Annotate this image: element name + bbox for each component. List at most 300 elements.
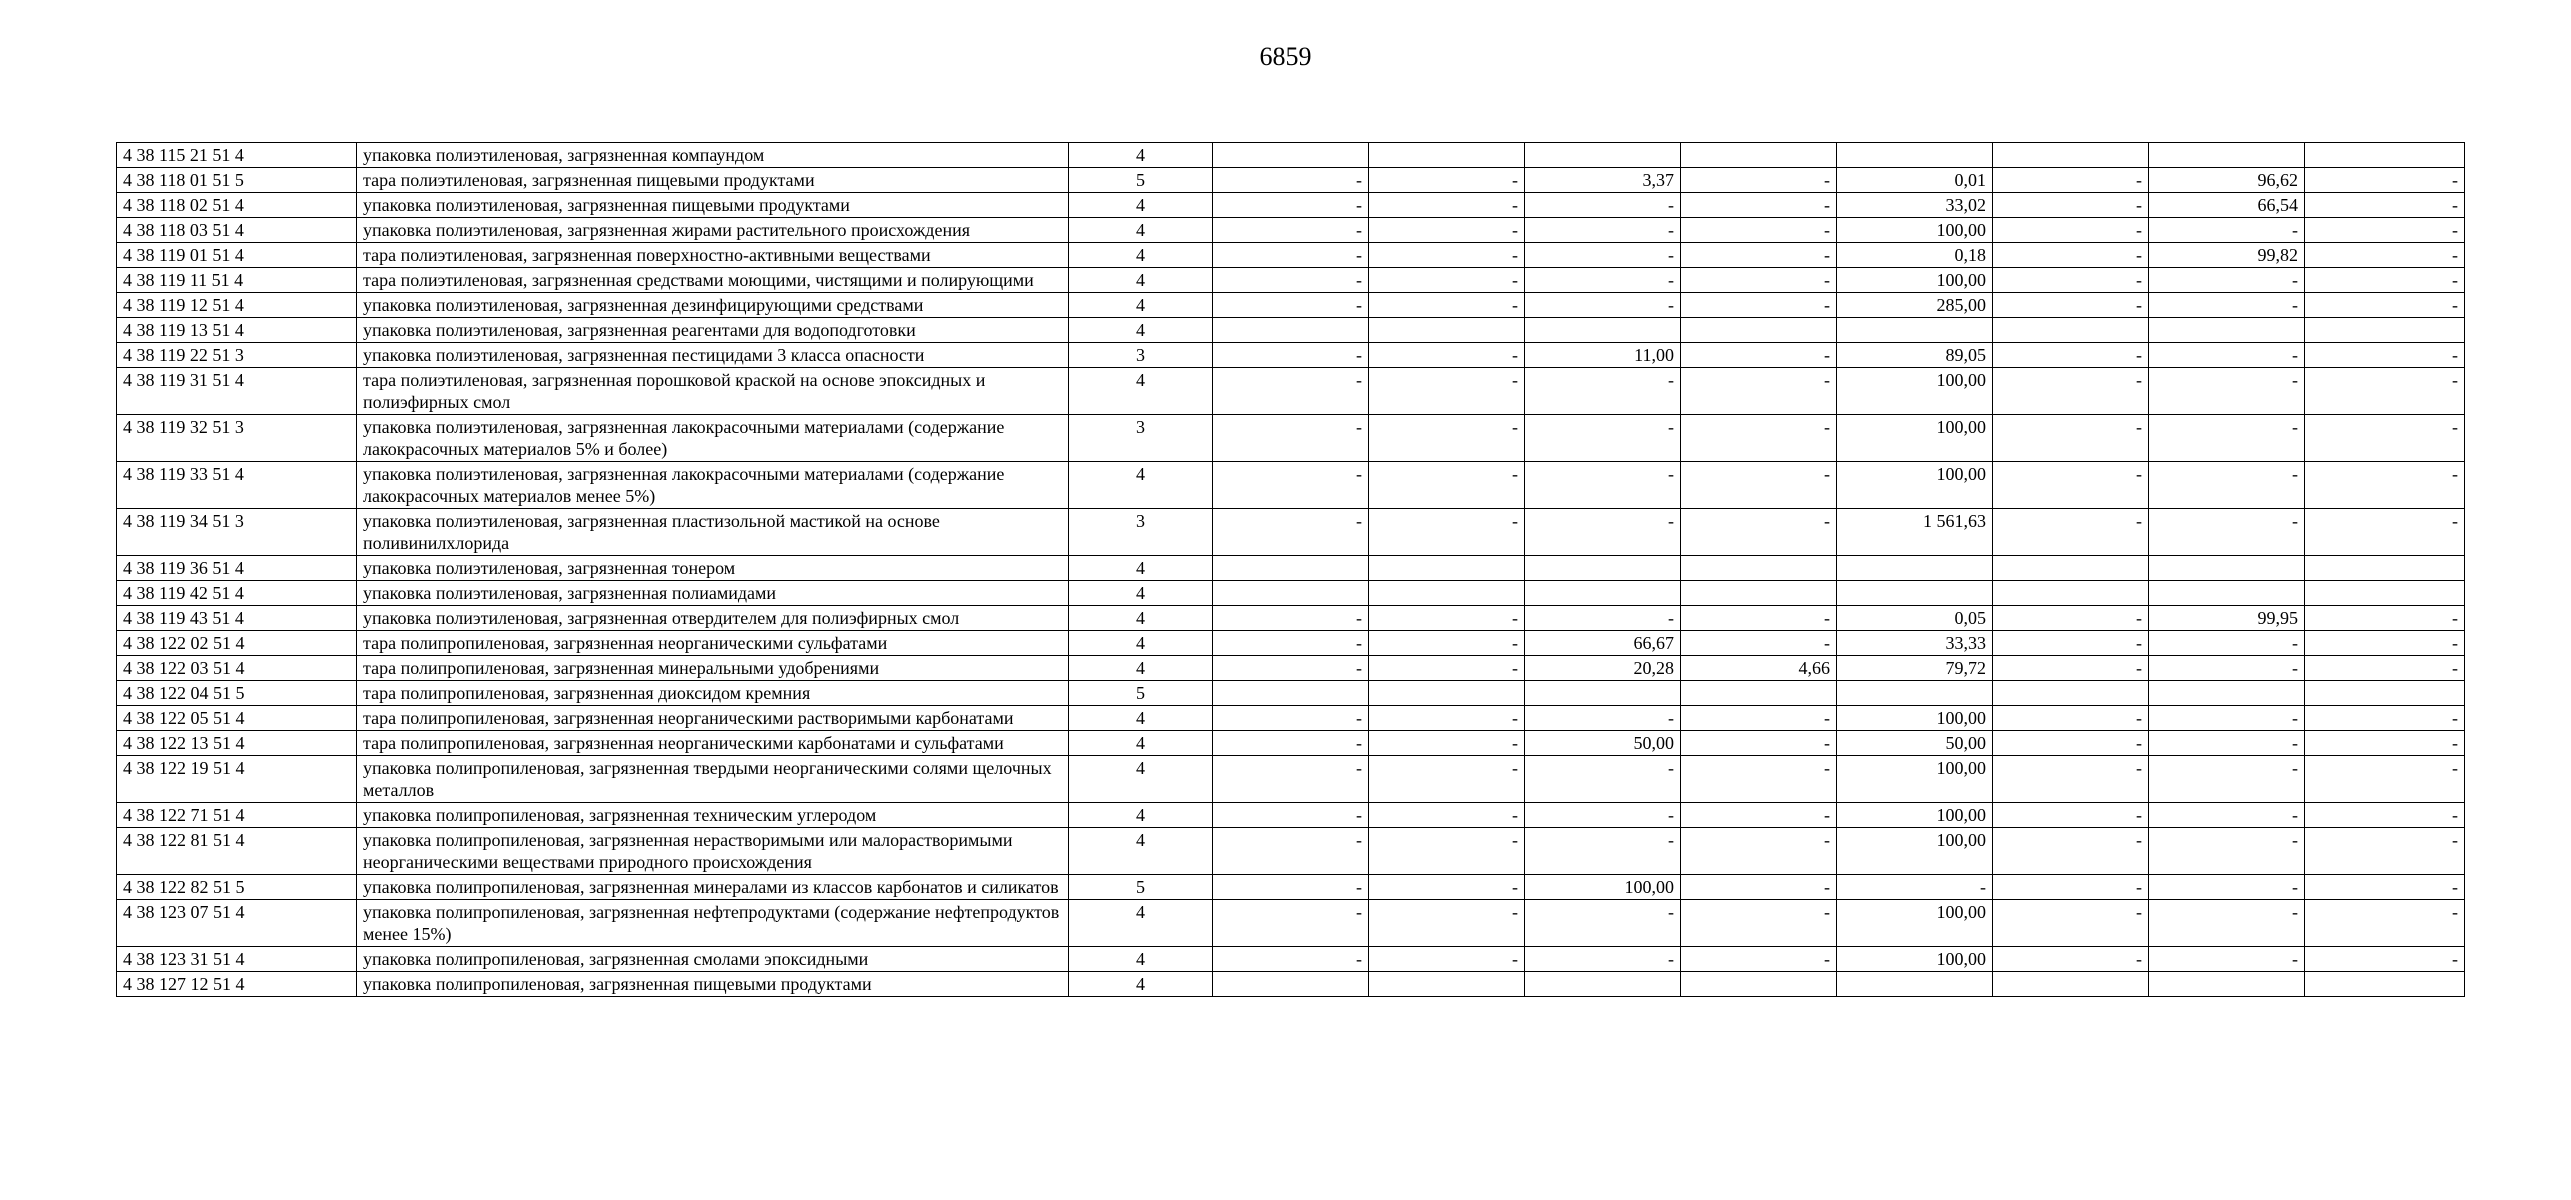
waste-name-cell: упаковка полипропиленовая, загрязненная нефтепродуктами (содержание нефтепродуктов менее 15%) <box>357 900 1069 947</box>
value-cell: - <box>2149 631 2305 656</box>
value-cell: - <box>1369 268 1525 293</box>
value-cell: 100,00 <box>1837 706 1993 731</box>
value-cell: 20,28 <box>1525 656 1681 681</box>
value-cell: - <box>1369 293 1525 318</box>
value-cell: 100,00 <box>1837 947 1993 972</box>
table-row <box>117 509 2465 556</box>
value-cell <box>1213 143 1369 168</box>
hazard-class-cell: 4 <box>1069 218 1213 243</box>
waste-code-cell: 4 38 122 04 51 5 <box>117 681 357 706</box>
value-cell: - <box>2305 268 2465 293</box>
waste-name-cell: упаковка полипропиленовая, загрязненная смолами эпоксидными <box>357 947 1069 972</box>
value-cell <box>1837 681 1993 706</box>
value-cell <box>2149 556 2305 581</box>
value-cell: - <box>1369 462 1525 509</box>
value-cell <box>1213 581 1369 606</box>
value-cell: - <box>2305 368 2465 415</box>
waste-code-cell: 4 38 122 82 51 5 <box>117 875 357 900</box>
hazard-class-cell: 4 <box>1069 631 1213 656</box>
table-row <box>117 556 2465 581</box>
value-cell: - <box>2305 243 2465 268</box>
table-row <box>117 343 2465 368</box>
value-cell: - <box>1525 293 1681 318</box>
value-cell: - <box>1213 706 1369 731</box>
value-cell: - <box>1213 368 1369 415</box>
value-cell: 66,67 <box>1525 631 1681 656</box>
value-cell: - <box>1369 343 1525 368</box>
waste-code-cell: 4 38 122 81 51 4 <box>117 828 357 875</box>
value-cell: - <box>1213 168 1369 193</box>
value-cell: - <box>1681 368 1837 415</box>
value-cell: - <box>1993 875 2149 900</box>
hazard-class-cell: 4 <box>1069 606 1213 631</box>
value-cell: 89,05 <box>1837 343 1993 368</box>
waste-code-cell: 4 38 119 32 51 3 <box>117 415 357 462</box>
value-cell: 100,00 <box>1837 900 1993 947</box>
value-cell: - <box>1681 343 1837 368</box>
value-cell <box>2149 143 2305 168</box>
value-cell <box>1525 681 1681 706</box>
hazard-class-cell: 4 <box>1069 368 1213 415</box>
value-cell: - <box>2149 706 2305 731</box>
waste-name-cell: тара полиэтиленовая, загрязненная пищевыми продуктами <box>357 168 1069 193</box>
value-cell <box>1993 318 2149 343</box>
value-cell: - <box>1369 243 1525 268</box>
value-cell: - <box>2305 900 2465 947</box>
value-cell: - <box>1993 243 2149 268</box>
value-cell: - <box>1525 368 1681 415</box>
hazard-class-cell: 4 <box>1069 268 1213 293</box>
value-cell: 4,66 <box>1681 656 1837 681</box>
value-cell: - <box>1525 803 1681 828</box>
value-cell <box>2149 581 2305 606</box>
value-cell: 100,00 <box>1837 803 1993 828</box>
value-cell: - <box>2149 900 2305 947</box>
hazard-class-cell: 4 <box>1069 828 1213 875</box>
waste-code-cell: 4 38 118 02 51 4 <box>117 193 357 218</box>
value-cell: - <box>2149 268 2305 293</box>
table-row <box>117 462 2465 509</box>
value-cell: - <box>1993 731 2149 756</box>
value-cell: - <box>2305 828 2465 875</box>
value-cell: - <box>2305 606 2465 631</box>
value-cell: - <box>2305 731 2465 756</box>
value-cell: - <box>2149 462 2305 509</box>
value-cell <box>1681 972 1837 997</box>
value-cell <box>1993 556 2149 581</box>
waste-name-cell: упаковка полиэтиленовая, загрязненная жирами растительного происхождения <box>357 218 1069 243</box>
waste-name-cell: упаковка полиэтиленовая, загрязненная пищевыми продуктами <box>357 193 1069 218</box>
hazard-class-cell: 3 <box>1069 343 1213 368</box>
value-cell: - <box>1369 947 1525 972</box>
waste-table <box>116 142 2465 997</box>
value-cell: - <box>1369 606 1525 631</box>
value-cell: - <box>2149 343 2305 368</box>
table-row <box>117 631 2465 656</box>
waste-name-cell: тара полиэтиленовая, загрязненная порошковой краской на основе эпоксидных и полиэфирных смол <box>357 368 1069 415</box>
table-row <box>117 218 2465 243</box>
value-cell <box>1837 556 1993 581</box>
value-cell <box>1993 972 2149 997</box>
value-cell: - <box>1525 218 1681 243</box>
table-row <box>117 293 2465 318</box>
value-cell <box>1837 143 1993 168</box>
waste-code-cell: 4 38 119 33 51 4 <box>117 462 357 509</box>
value-cell <box>2149 681 2305 706</box>
value-cell <box>1525 318 1681 343</box>
table-row <box>117 268 2465 293</box>
value-cell: - <box>1213 631 1369 656</box>
value-cell: - <box>1213 509 1369 556</box>
hazard-class-cell: 5 <box>1069 168 1213 193</box>
value-cell: - <box>2149 803 2305 828</box>
value-cell: - <box>1213 947 1369 972</box>
value-cell: - <box>1993 509 2149 556</box>
waste-name-cell: упаковка полиэтиленовая, загрязненная лакокрасочными материалами (содержание лакокрасочных материалов менее 5%) <box>357 462 1069 509</box>
value-cell <box>1369 681 1525 706</box>
value-cell: - <box>1993 656 2149 681</box>
value-cell: - <box>2149 368 2305 415</box>
value-cell: - <box>1369 509 1525 556</box>
value-cell <box>1213 318 1369 343</box>
value-cell: - <box>1525 606 1681 631</box>
value-cell: - <box>1369 368 1525 415</box>
value-cell: 96,62 <box>2149 168 2305 193</box>
value-cell: - <box>1213 293 1369 318</box>
waste-code-cell: 4 38 119 01 51 4 <box>117 243 357 268</box>
value-cell <box>1525 972 1681 997</box>
value-cell: - <box>1213 803 1369 828</box>
value-cell: - <box>1681 756 1837 803</box>
waste-code-cell: 4 38 119 43 51 4 <box>117 606 357 631</box>
hazard-class-cell: 4 <box>1069 947 1213 972</box>
value-cell: 50,00 <box>1525 731 1681 756</box>
value-cell: - <box>1681 168 1837 193</box>
value-cell <box>2305 972 2465 997</box>
value-cell: - <box>1213 343 1369 368</box>
value-cell: 79,72 <box>1837 656 1993 681</box>
value-cell: - <box>1993 193 2149 218</box>
value-cell: - <box>1993 343 2149 368</box>
value-cell: - <box>1993 606 2149 631</box>
value-cell: - <box>1993 218 2149 243</box>
value-cell <box>2149 972 2305 997</box>
value-cell: - <box>1681 415 1837 462</box>
value-cell <box>2305 681 2465 706</box>
waste-name-cell: упаковка полиэтиленовая, загрязненная пластизольной мастикой на основе поливинилхлорида <box>357 509 1069 556</box>
waste-name-cell: упаковка полиэтиленовая, загрязненная дезинфицирующими средствами <box>357 293 1069 318</box>
table-row <box>117 731 2465 756</box>
waste-code-cell: 4 38 123 31 51 4 <box>117 947 357 972</box>
value-cell: - <box>2305 803 2465 828</box>
hazard-class-cell: 3 <box>1069 509 1213 556</box>
value-cell: - <box>1681 731 1837 756</box>
waste-code-cell: 4 38 122 13 51 4 <box>117 731 357 756</box>
value-cell: - <box>1213 875 1369 900</box>
value-cell: - <box>1369 900 1525 947</box>
value-cell <box>1681 318 1837 343</box>
value-cell: - <box>1993 415 2149 462</box>
waste-code-cell: 4 38 118 01 51 5 <box>117 168 357 193</box>
table-row <box>117 681 2465 706</box>
value-cell: - <box>1681 193 1837 218</box>
waste-name-cell: упаковка полипропиленовая, загрязненная пищевыми продуктами <box>357 972 1069 997</box>
table-row <box>117 706 2465 731</box>
hazard-class-cell: 4 <box>1069 143 1213 168</box>
table-row <box>117 606 2465 631</box>
waste-name-cell: тара полипропиленовая, загрязненная диоксидом кремния <box>357 681 1069 706</box>
value-cell: - <box>2149 731 2305 756</box>
waste-name-cell: тара полипропиленовая, загрязненная неорганическими сульфатами <box>357 631 1069 656</box>
value-cell: - <box>1993 293 2149 318</box>
waste-name-cell: упаковка полиэтиленовая, загрязненная пестицидами 3 класса опасности <box>357 343 1069 368</box>
value-cell: - <box>1525 243 1681 268</box>
table-row <box>117 581 2465 606</box>
value-cell <box>1837 972 1993 997</box>
value-cell: 100,00 <box>1837 368 1993 415</box>
value-cell: - <box>2149 656 2305 681</box>
value-cell: 11,00 <box>1525 343 1681 368</box>
waste-code-cell: 4 38 119 13 51 4 <box>117 318 357 343</box>
value-cell: - <box>1993 756 2149 803</box>
value-cell: - <box>1213 243 1369 268</box>
value-cell: - <box>1993 462 2149 509</box>
hazard-class-cell: 4 <box>1069 731 1213 756</box>
table-row <box>117 318 2465 343</box>
table-row <box>117 415 2465 462</box>
value-cell: - <box>2149 828 2305 875</box>
value-cell: - <box>2305 343 2465 368</box>
value-cell: - <box>1525 268 1681 293</box>
hazard-class-cell: 4 <box>1069 556 1213 581</box>
hazard-class-cell: 4 <box>1069 581 1213 606</box>
hazard-class-cell: 4 <box>1069 706 1213 731</box>
value-cell: - <box>1681 631 1837 656</box>
value-cell: - <box>1681 243 1837 268</box>
table-row <box>117 803 2465 828</box>
value-cell: - <box>1993 268 2149 293</box>
value-cell: - <box>1369 218 1525 243</box>
waste-name-cell: упаковка полиэтиленовая, загрязненная отвердителем для полиэфирных смол <box>357 606 1069 631</box>
value-cell <box>1681 143 1837 168</box>
value-cell <box>1993 681 2149 706</box>
waste-name-cell: тара полипропиленовая, загрязненная неорганическими карбонатами и сульфатами <box>357 731 1069 756</box>
value-cell: - <box>1993 803 2149 828</box>
value-cell: - <box>1369 828 1525 875</box>
value-cell: - <box>2305 631 2465 656</box>
value-cell: 100,00 <box>1837 828 1993 875</box>
value-cell: - <box>1681 875 1837 900</box>
value-cell <box>1525 143 1681 168</box>
value-cell: 0,01 <box>1837 168 1993 193</box>
value-cell: - <box>1525 193 1681 218</box>
table-row <box>117 243 2465 268</box>
value-cell: - <box>1369 631 1525 656</box>
value-cell: 0,05 <box>1837 606 1993 631</box>
value-cell: - <box>1681 268 1837 293</box>
value-cell <box>2305 318 2465 343</box>
waste-name-cell: тара полипропиленовая, загрязненная неорганическими растворимыми карбонатами <box>357 706 1069 731</box>
value-cell: - <box>2149 218 2305 243</box>
value-cell <box>1213 556 1369 581</box>
value-cell: 100,00 <box>1837 415 1993 462</box>
table-row <box>117 143 2465 168</box>
value-cell: - <box>1213 731 1369 756</box>
value-cell: - <box>2305 875 2465 900</box>
value-cell: - <box>2305 656 2465 681</box>
hazard-class-cell: 4 <box>1069 193 1213 218</box>
value-cell: - <box>1213 218 1369 243</box>
value-cell: - <box>1369 168 1525 193</box>
value-cell <box>1369 143 1525 168</box>
value-cell: - <box>1837 875 1993 900</box>
value-cell <box>1681 581 1837 606</box>
waste-code-cell: 4 38 119 34 51 3 <box>117 509 357 556</box>
table-row <box>117 875 2465 900</box>
value-cell: - <box>1993 706 2149 731</box>
value-cell <box>2305 556 2465 581</box>
value-cell: 3,37 <box>1525 168 1681 193</box>
page-number: 6859 <box>1259 42 1312 71</box>
value-cell: - <box>1213 606 1369 631</box>
value-cell: - <box>1369 193 1525 218</box>
waste-code-cell: 4 38 122 02 51 4 <box>117 631 357 656</box>
table-row <box>117 947 2465 972</box>
value-cell: - <box>2305 293 2465 318</box>
value-cell: - <box>1681 947 1837 972</box>
value-cell: - <box>1993 947 2149 972</box>
value-cell <box>1213 972 1369 997</box>
table-row <box>117 193 2465 218</box>
waste-name-cell: упаковка полиэтиленовая, загрязненная лакокрасочными материалами (содержание лакокрасочных материалов 5% и более) <box>357 415 1069 462</box>
value-cell: - <box>2305 756 2465 803</box>
waste-name-cell: упаковка полипропиленовая, загрязненная нерастворимыми или малорастворимыми неорганическими веществами природного происхождения <box>357 828 1069 875</box>
waste-name-cell: тара полиэтиленовая, загрязненная поверхностно-активными веществами <box>357 243 1069 268</box>
value-cell: - <box>1681 606 1837 631</box>
value-cell: - <box>1681 462 1837 509</box>
value-cell: - <box>1681 706 1837 731</box>
value-cell: - <box>1369 875 1525 900</box>
hazard-class-cell: 4 <box>1069 656 1213 681</box>
value-cell <box>1213 681 1369 706</box>
hazard-class-cell: 4 <box>1069 243 1213 268</box>
table-row <box>117 368 2465 415</box>
value-cell: - <box>1369 706 1525 731</box>
value-cell: - <box>1993 828 2149 875</box>
value-cell <box>1525 556 1681 581</box>
waste-code-cell: 4 38 119 22 51 3 <box>117 343 357 368</box>
value-cell: - <box>1681 803 1837 828</box>
value-cell: - <box>2305 947 2465 972</box>
value-cell: - <box>2149 947 2305 972</box>
value-cell: 50,00 <box>1837 731 1993 756</box>
table-row <box>117 756 2465 803</box>
value-cell: - <box>2305 509 2465 556</box>
hazard-class-cell: 5 <box>1069 875 1213 900</box>
value-cell: - <box>1681 828 1837 875</box>
value-cell: - <box>2149 756 2305 803</box>
waste-code-cell: 4 38 119 42 51 4 <box>117 581 357 606</box>
waste-code-cell: 4 38 119 12 51 4 <box>117 293 357 318</box>
value-cell: - <box>1213 900 1369 947</box>
waste-code-cell: 4 38 119 36 51 4 <box>117 556 357 581</box>
waste-name-cell: упаковка полипропиленовая, загрязненная минералами из классов карбонатов и силикатов <box>357 875 1069 900</box>
value-cell: - <box>1525 509 1681 556</box>
value-cell <box>1525 581 1681 606</box>
value-cell: - <box>1525 900 1681 947</box>
waste-code-cell: 4 38 119 11 51 4 <box>117 268 357 293</box>
hazard-class-cell: 4 <box>1069 803 1213 828</box>
waste-code-cell: 4 38 122 05 51 4 <box>117 706 357 731</box>
hazard-class-cell: 4 <box>1069 318 1213 343</box>
value-cell: - <box>2305 193 2465 218</box>
table-row <box>117 900 2465 947</box>
value-cell: 66,54 <box>2149 193 2305 218</box>
table-row <box>117 656 2465 681</box>
hazard-class-cell: 3 <box>1069 415 1213 462</box>
value-cell: - <box>2305 218 2465 243</box>
value-cell: - <box>1525 756 1681 803</box>
waste-code-cell: 4 38 115 21 51 4 <box>117 143 357 168</box>
value-cell: - <box>2149 509 2305 556</box>
value-cell <box>1837 318 1993 343</box>
value-cell: 100,00 <box>1837 756 1993 803</box>
value-cell: - <box>1525 462 1681 509</box>
value-cell: - <box>1369 731 1525 756</box>
value-cell: - <box>1525 828 1681 875</box>
value-cell: 0,18 <box>1837 243 1993 268</box>
value-cell: 100,00 <box>1837 218 1993 243</box>
value-cell: 100,00 <box>1837 462 1993 509</box>
value-cell <box>2149 318 2305 343</box>
value-cell: - <box>1213 415 1369 462</box>
waste-name-cell: упаковка полиэтиленовая, загрязненная тонером <box>357 556 1069 581</box>
waste-code-cell: 4 38 118 03 51 4 <box>117 218 357 243</box>
value-cell: - <box>1525 415 1681 462</box>
value-cell: - <box>2305 168 2465 193</box>
hazard-class-cell: 4 <box>1069 972 1213 997</box>
value-cell: - <box>2305 462 2465 509</box>
hazard-class-cell: 4 <box>1069 293 1213 318</box>
waste-name-cell: упаковка полиэтиленовая, загрязненная полиамидами <box>357 581 1069 606</box>
waste-name-cell: упаковка полипропиленовая, загрязненная твердыми неорганическими солями щелочных металлов <box>357 756 1069 803</box>
value-cell: - <box>1213 268 1369 293</box>
table-row <box>117 168 2465 193</box>
value-cell: - <box>1213 756 1369 803</box>
waste-code-cell: 4 38 122 03 51 4 <box>117 656 357 681</box>
table-row <box>117 828 2465 875</box>
value-cell: - <box>1213 828 1369 875</box>
value-cell: - <box>1369 803 1525 828</box>
value-cell: - <box>1681 900 1837 947</box>
value-cell: - <box>1681 509 1837 556</box>
hazard-class-cell: 5 <box>1069 681 1213 706</box>
value-cell: - <box>1993 631 2149 656</box>
value-cell: - <box>1681 218 1837 243</box>
waste-name-cell: упаковка полиэтиленовая, загрязненная реагентами для водоподготовки <box>357 318 1069 343</box>
hazard-class-cell: 4 <box>1069 756 1213 803</box>
value-cell: - <box>1369 415 1525 462</box>
table-body <box>117 143 2465 997</box>
value-cell <box>1993 581 2149 606</box>
value-cell: - <box>1213 193 1369 218</box>
waste-code-cell: 4 38 123 07 51 4 <box>117 900 357 947</box>
value-cell <box>2305 581 2465 606</box>
waste-name-cell: тара полиэтиленовая, загрязненная средствами моющими, чистящими и полирующими <box>357 268 1069 293</box>
waste-code-cell: 4 38 119 31 51 4 <box>117 368 357 415</box>
value-cell: - <box>2305 415 2465 462</box>
value-cell: - <box>2305 706 2465 731</box>
